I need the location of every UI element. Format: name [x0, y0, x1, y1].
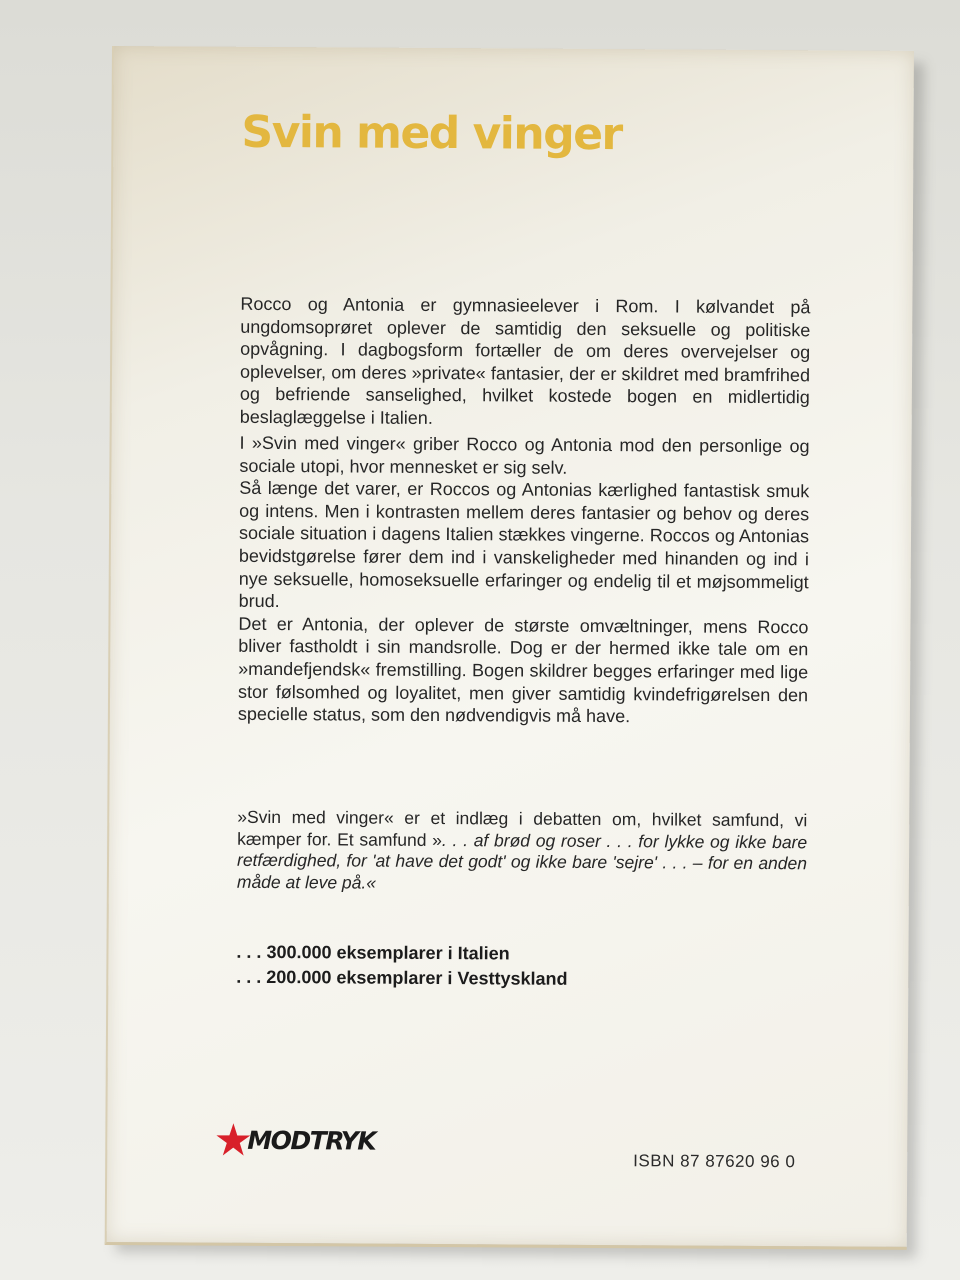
- blurb-paragraph-1: Rocco og Antonia er gymnasieelever i Rom. I kølvandet på ungdomsoprøret oplever de samtidig den seksuelle og politiske opvågning. I dagbogsform fortæller de om deres overvejelser og oplevelser, om deres »private« fantasier, der er skildret med bramfrihed og befriende sanselighed, hvilket kostede bogen en midlertidig beslaglæggelse i Italien.: [239, 293, 811, 428]
- isbn-number: ISBN 87 87620 96 0: [633, 1151, 796, 1172]
- book-title: Svin med vinger: [241, 106, 622, 161]
- blurb-paragraph-2a: I »Svin med vinger« griber Rocco og Antonia mod den personlige og sociale utopi, hvor mennesket er sig selv.: [239, 432, 810, 478]
- blurb-quote: [237, 807, 808, 896]
- blurb-paragraph-2b: Så længe det varer, er Roccos og Antonias kærlighed fantastisk smuk og intens. Men i kontrasten mellem deres fantasier og behov og deres sociale situation i dagens Italien stækkes vingerne. Roccos og Antonias bevidstgørelse fører dem ind i vanskeligheder med hinanden og ind i nye seksuelle, homoseksuelle erfaringer og endelig til et møjsommeligt brud.: [238, 477, 810, 612]
- publisher-logo: [215, 1120, 375, 1161]
- publisher-name: MODTRYK: [247, 1125, 376, 1156]
- blurb-paragraph-2c: Det er Antonia, der oplever de største omvæltninger, mens Rocco bliver fastholdt i sin mandsrolle. Dog er der hermed ikke tale om en »mandefjendsk« fremstilling. Bogen skildrer begges erfaringer med lige stor følsomhed og loyalitet, men giver samtidig kvindefrigørelsen den specielle status, som den nødvendigvis må have.: [237, 613, 809, 727]
- quote-italic: . . . af brød og roser . . . for lykke og ikke bare retfærdighed, for 'at have det godt' og ikke bare 'sejre' . . . – for en anden måde at leve på.«: [236, 829, 808, 893]
- sales-figure-italy: . . . 300.000 eksemplarer i Italien: [236, 941, 510, 964]
- book-back-cover: [105, 46, 914, 1250]
- sales-figure-germany: . . . 200.000 eksemplarer i Vesttyskland: [236, 966, 568, 989]
- sales-figures: [236, 940, 568, 992]
- blurb-paragraph-2: [238, 432, 810, 729]
- quote-plain: »Svin med vinger« er et indlæg i debatten om, hvilket samfund, vi kæmper for. Et samfund »: [237, 806, 808, 850]
- red-star-icon: [215, 1122, 251, 1158]
